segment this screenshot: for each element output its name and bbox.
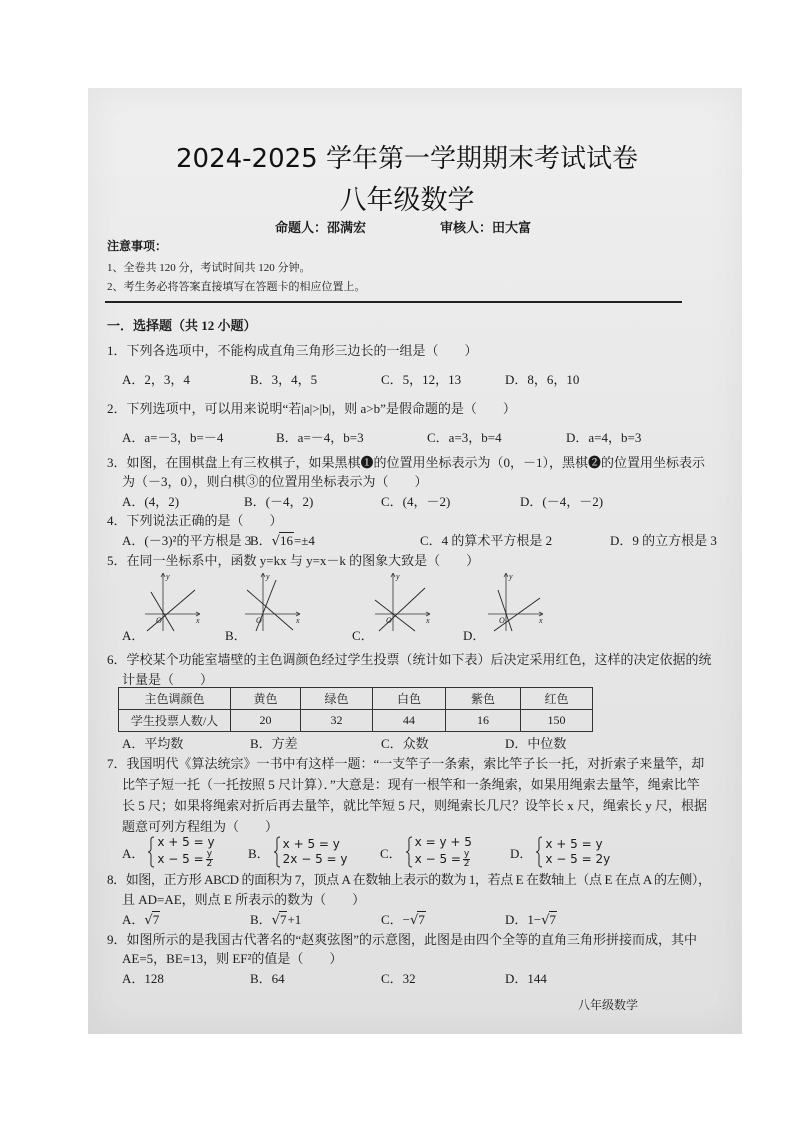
table-row bbox=[119, 710, 593, 732]
option-d: D．中位数 bbox=[505, 736, 567, 751]
option-c: C．32 bbox=[381, 971, 416, 986]
option-d: D．a=4，b=3 bbox=[566, 430, 642, 445]
section-heading: 一．选择题（共 12 小题） bbox=[107, 318, 257, 333]
axis-x-label: x bbox=[296, 616, 300, 625]
axis-x-label: x bbox=[539, 616, 543, 625]
note-item: 2、考生务必将答案直接填写在答题卡的相应位置上。 bbox=[107, 281, 366, 293]
brace-icon bbox=[147, 836, 155, 868]
option-a: A．(4，2) bbox=[122, 494, 180, 509]
origin-label: O bbox=[499, 616, 505, 625]
table-cell: 150 bbox=[521, 710, 593, 732]
equation: x − 5 = bbox=[157, 852, 204, 866]
option-c bbox=[381, 912, 426, 929]
table-cell: 16 bbox=[446, 710, 521, 732]
numerator: y bbox=[463, 849, 470, 859]
option-label: A． bbox=[122, 845, 145, 861]
table-cell: 学生投票人数/人 bbox=[119, 710, 231, 732]
radical-sign: √ bbox=[410, 913, 419, 928]
equation: x + 5 = y bbox=[545, 837, 603, 851]
radicand: 7 bbox=[418, 912, 425, 927]
option-rest: +1 bbox=[287, 912, 302, 927]
option-a: A． bbox=[122, 628, 145, 643]
option-c: C．a=3，b=4 bbox=[427, 430, 502, 445]
axis-y-label: y bbox=[396, 572, 400, 581]
graph-d bbox=[486, 570, 546, 632]
graph-a bbox=[143, 570, 203, 632]
brace-icon bbox=[405, 836, 413, 868]
brace-icon bbox=[535, 836, 543, 868]
author: 命题人：邵满宏 bbox=[275, 220, 367, 235]
option-b bbox=[250, 533, 315, 550]
question-3-stem: 3．如图，在围棋盘上有三枚棋子，如果黑棋❶的位置用坐标表示为（0，－1），黑棋❷的位置用坐标表示 bbox=[107, 455, 706, 470]
option-b: B．3，4，5 bbox=[250, 372, 318, 387]
question-9-stem-cont: AE=5，BE=13，则 EF²的值是（ ） bbox=[122, 951, 343, 966]
question-7-stem-cont: 题意可列方程组为（ ） bbox=[122, 819, 279, 834]
option-c: C．众数 bbox=[381, 736, 429, 751]
radicand: 7 bbox=[279, 912, 287, 927]
denominator: 2 bbox=[463, 859, 470, 869]
question-6-stem-cont: 计量是（ ） bbox=[122, 672, 214, 687]
option-c: C．4 的算术平方根是 2 bbox=[420, 533, 553, 548]
option-b: B．方差 bbox=[250, 736, 298, 751]
equation: x − 5 = bbox=[414, 852, 461, 866]
vote-table bbox=[118, 687, 593, 732]
table-cell: 20 bbox=[231, 710, 301, 732]
origin-label: O bbox=[256, 616, 262, 625]
radical-sign: √ bbox=[271, 913, 280, 928]
option-a: A．(－3)²的平方根是 3 bbox=[122, 533, 252, 548]
option-a: A．128 bbox=[122, 971, 164, 986]
option-prefix: 1− bbox=[527, 912, 542, 927]
option-b: B．64 bbox=[250, 971, 285, 986]
exam-title: 2024-2025 学年第一学期期末考试试卷 bbox=[176, 144, 638, 174]
axis-y-label: y bbox=[166, 572, 170, 581]
radical-sign: √ bbox=[271, 534, 280, 549]
question-7-stem: 7．我国明代《算法统宗》一书中有这样一题：“一支竿子一条索，索比竿子长一托，对折索子来量竿，却 bbox=[107, 756, 705, 771]
table-header: 主色调颜色 bbox=[119, 688, 231, 710]
radicand: 7 bbox=[152, 912, 160, 927]
equation: x + 5 = y bbox=[157, 835, 215, 849]
option-a: A．2，3，4 bbox=[122, 372, 190, 387]
option-a: A．平均数 bbox=[122, 736, 184, 751]
axis-y-label: y bbox=[266, 572, 270, 581]
option-label: A． bbox=[122, 912, 145, 927]
option-d: D．(－4，－2) bbox=[520, 494, 604, 509]
denominator: 2 bbox=[206, 859, 213, 869]
table-header-row bbox=[119, 688, 593, 710]
option-d bbox=[505, 912, 557, 929]
option-rest: =±4 bbox=[293, 533, 315, 548]
option-d: D．9 的立方根是 3 bbox=[610, 533, 717, 548]
page-footer: 八年级数学 bbox=[578, 998, 639, 1012]
option-label: D． bbox=[510, 845, 533, 861]
option-b bbox=[250, 912, 301, 929]
axis-x-label: x bbox=[426, 616, 430, 625]
option-c: C． bbox=[352, 628, 374, 643]
option-label: B． bbox=[248, 845, 270, 861]
option-c: C．5，12，13 bbox=[381, 372, 462, 387]
question-4-stem: 4．下列说法正确的是（ ） bbox=[107, 513, 283, 528]
graph-b bbox=[243, 570, 303, 632]
option-d bbox=[510, 834, 610, 870]
question-6-stem: 6．学校某个功能室墙壁的主色调颜色经过学生投票（统计如下表）后决定采用红色，这样的决定依据的统 bbox=[107, 652, 712, 667]
option-label: C． bbox=[381, 912, 403, 927]
option-c: C．(4，－2) bbox=[381, 494, 451, 509]
question-2-stem: 2．下列选项中，可以用来说明“若|a|>|b|，则 a>b”是假命题的是（ ） bbox=[107, 401, 516, 416]
question-8-stem: 8．如图，正方形 ABCD 的面积为 7，顶点 A 在数轴上表示的数为 1，若点 E 在数轴上（点 E 在点 A 的左侧）， bbox=[107, 872, 711, 887]
table-header: 绿色 bbox=[301, 688, 373, 710]
option-label: B． bbox=[250, 533, 272, 548]
table-header: 红色 bbox=[521, 688, 593, 710]
radical-sign: √ bbox=[144, 913, 153, 928]
option-c bbox=[380, 834, 472, 870]
brace-icon bbox=[273, 836, 281, 868]
option-a bbox=[122, 834, 215, 870]
option-b bbox=[248, 834, 348, 870]
table-header: 白色 bbox=[373, 688, 446, 710]
question-1-stem: 1．下列各选项中，不能构成直角三角形三边长的一组是（ ） bbox=[107, 343, 478, 358]
fraction bbox=[463, 850, 470, 869]
option-b: B．a=－4，b=3 bbox=[276, 430, 364, 445]
numerator: y bbox=[206, 849, 213, 859]
question-3-stem-cont: 为（－3，0），则白棋③的位置用坐标表示为（ ） bbox=[122, 474, 428, 489]
table-cell: 44 bbox=[373, 710, 446, 732]
option-d: D．144 bbox=[505, 971, 547, 986]
fraction bbox=[206, 850, 213, 869]
origin-label: O bbox=[386, 616, 392, 625]
question-7-stem-cont: 长 5 尺；如果将绳索对折后再去量竿，就比竿短 5 尺，则绳索长几尺？设竿长 x 尺，绳索长 y 尺，根据 bbox=[122, 798, 708, 813]
question-8-stem-cont: 且 AD=AE，则点 E 所表示的数为（ ） bbox=[122, 892, 366, 907]
question-7-stem-cont: 比竿子短一托（一托按照 5 尺计算）．”大意是：现有一根竿和一条绳索，如果用绳索去量竿，绳索比竿 bbox=[122, 777, 700, 792]
equation: x + 5 = y bbox=[282, 837, 340, 851]
option-prefix: − bbox=[402, 912, 411, 927]
option-d: D．8，6，10 bbox=[505, 372, 580, 387]
table-header: 黄色 bbox=[231, 688, 301, 710]
equation: x − 5 = 2y bbox=[545, 852, 611, 866]
reviewer: 审核人：田大富 bbox=[440, 220, 532, 235]
radicand: 7 bbox=[549, 912, 557, 927]
radicand: 16 bbox=[279, 533, 293, 548]
note-item: 1、全卷共 120 分，考试时间共 120 分钟。 bbox=[107, 262, 311, 274]
option-label: D． bbox=[505, 912, 528, 927]
notes-heading: 注意事项： bbox=[107, 239, 168, 253]
graph-c bbox=[373, 570, 433, 632]
axis-y-label: y bbox=[509, 572, 513, 581]
question-5-stem: 5．在同一坐标系中，函数 y=kx 与 y=x－k 的图象大致是（ ） bbox=[107, 553, 480, 568]
option-a bbox=[122, 912, 160, 929]
equation: 2x − 5 = y bbox=[282, 852, 348, 866]
question-9-stem: 9．如图所示的是我国古代著名的“赵爽弦图”的示意图，此图是由四个全等的直角三角形拼接而成，其中 bbox=[107, 932, 698, 947]
origin-label: O bbox=[156, 616, 162, 625]
option-d: D． bbox=[463, 628, 486, 643]
divider bbox=[105, 301, 682, 303]
option-a: A．a=－3，b=－4 bbox=[122, 430, 224, 445]
table-header: 紫色 bbox=[446, 688, 521, 710]
exam-subtitle: 八年级数学 bbox=[339, 185, 475, 216]
table-cell: 32 bbox=[301, 710, 373, 732]
option-label: B． bbox=[250, 912, 272, 927]
option-b: B． bbox=[225, 628, 247, 643]
axis-x-label: x bbox=[196, 616, 200, 625]
option-b: B．(－4，2) bbox=[244, 494, 314, 509]
equation: x = y + 5 bbox=[414, 835, 472, 849]
radical-sign: √ bbox=[541, 913, 550, 928]
option-label: C． bbox=[380, 845, 402, 861]
